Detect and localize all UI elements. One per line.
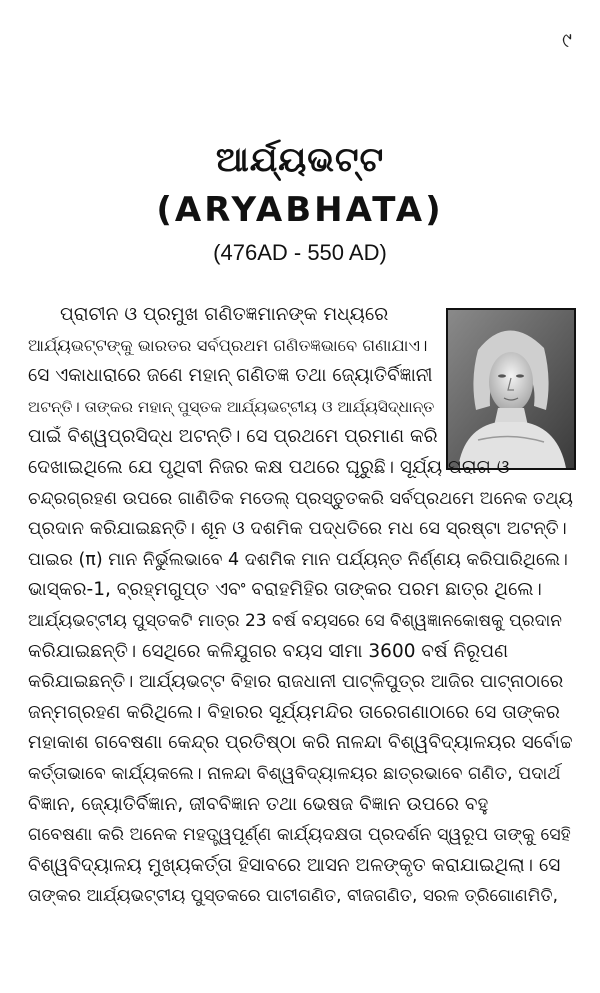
text-line: କରିଯାଇଛନ୍ତି। ସେଥିରେ କଳିଯୁଗର ବୟସ ସୀମା 3600 ବର୍ଷ ନିରୂପଣ	[28, 640, 509, 662]
text-line: ଜନ୍ମଗ୍ରହଣ କରିଥିଲେ। ବିହାରର ସୂର୍ଯ୍ୟମନ୍ଦିର ତାରେଗଣାଠାରେ ସେ ତାଙ୍କର	[28, 701, 560, 723]
text-line: ପ୍ରଦାନ କରିଯାଇଛନ୍ତି। ଶୂନ ଓ ଦଶମିକ ପଦ୍ଧତିରେ ମଧ ସେ ସ୍ରଷ୍ଟା ଅଟନ୍ତି।	[28, 518, 567, 540]
aryabhata-statue-image	[446, 308, 576, 470]
text-line: ତାଙ୍କର ଆର୍ଯ୍ୟଭଟ୍ଟୀୟ ପୁସ୍ତକରେ ପାଟୀଗଣିତ, ବୀଜଗଣିତ, ସରଳ ତ୍ରିଗୋଣମିତି,	[28, 886, 559, 907]
text-line: ଆର୍ଯ୍ୟଭଟ୍ଟଙ୍କୁ ଭାରତର ସର୍ବପ୍ରଥମ ଗଣିତଜ୍ଞଭାବେ ଗଣାଯାଏ।	[28, 335, 428, 355]
text-line: ପାଇଁ ବିଶ୍ୱପ୍ରସିଦ୍ଧ ଅଟନ୍ତି। ସେ ପ୍ରଥମେ ପ୍ରମାଣ କରି	[28, 426, 438, 448]
text-line: ପାଇର (π) ମାନ ନିର୍ଭୁଲଭାବେ 4 ଦଶମିକ ମାନ ପର୍ଯ୍ୟନ୍ତ ନିର୍ଣ୍ଣୟ କରିପାରିଥିଲେ।	[28, 549, 568, 570]
text-line: ମହାକାଶ ଗବେଷଣା କେନ୍ଦ୍ର ପ୍ରତିଷ୍ଠା କରି ନାଳନ୍ଦା ବିଶ୍ୱବିଦ୍ୟାଳୟର ସର୍ବୋଚ୍ଚ	[28, 732, 573, 754]
text-line: କର୍ତ୍ତାଭାବେ କାର୍ଯ୍ୟକଲେ। ନାଳନ୍ଦା ବିଶ୍ୱବିଦ୍ୟାଳୟର ଛାତ୍ରଭାବେ ଗଣିତ, ପଦାର୍ଥ	[28, 764, 561, 784]
text-line: ଅଟନ୍ତି। ତାଙ୍କର ମହାନ୍ ପୁସ୍ତକ ଆର୍ଯ୍ୟଭଟ୍ଟୀୟ ଓ ଆର୍ଯ୍ୟସିଦ୍ଧାନ୍ତ	[28, 397, 435, 416]
page-subtitle: (ARYABHATA)	[156, 190, 444, 230]
text-line: ବିଜ୍ଞାନ, ଜ୍ୟୋତିର୍ବିଜ୍ଞାନ, ଜୀବବିଜ୍ଞାନ ତଥା ଭେଷଜ ବିଜ୍ଞାନ ଉପରେ ବହୁ	[28, 793, 489, 815]
lifespan-years: (476AD - 550 AD)	[213, 240, 387, 265]
text-line: କରିଯାଇଛନ୍ତି। ଆର୍ଯ୍ୟଭଟ୍ଟ ବିହାର ରାଜଧାନୀ ପାଟ୍ଳିପୁତ୍ର ଆଜିର ପାଟ୍ନାଠାରେ	[28, 671, 564, 693]
page-title: ଆର୍ଯ୍ୟଭଟ୍ଟ	[215, 140, 385, 180]
text-line: ଭାସ୍କର-1, ବ୍ରହ୍ମଗୁପ୍ତ ଏବଂ ବରାହମିହିର ତାଙ୍କର ପରମ ଛାତ୍ର ଥିଲେ।	[28, 579, 542, 601]
page-number: ୯	[562, 28, 572, 52]
text-line: ଚନ୍ଦ୍ରଗ୍ରହଣ ଉପରେ ଗାଣିତିକ ମଡେଲ୍ ପ୍ରସ୍ତୁତକରି ସର୍ବପ୍ରଥମେ ଅନେକ ତଥ୍ୟ	[28, 488, 573, 509]
text-line: ସେ ଏକାଧାରାରେ ଜଣେ ମହାନ୍ ଗଣିତଜ୍ଞ ତଥା ଜ୍ୟୋତିର୍ବିଜ୍ଞାନୀ	[28, 365, 433, 387]
portrait-illustration	[448, 310, 574, 468]
text-line: ଆର୍ଯ୍ୟଭଟ୍ଟୀୟ ପୁସ୍ତକଟି ମାତ୍ର 23 ବର୍ଷ ବୟସରେ ସେ ବିଶ୍ୱଜ୍ଞାନକୋଷକୁ ପ୍ରଦାନ	[28, 611, 562, 631]
text-line: ଗବେଷଣା କରି ଅନେକ ମହତ୍ତ୍ୱପୂର୍ଣ୍ଣ କାର୍ଯ୍ୟଦକ୍ଷତା ପ୍ରଦର୍ଶନ ସ୍ୱରୂପ ତାଙ୍କୁ ସେହି	[28, 825, 571, 846]
text-line: ପ୍ରାଚୀନ ଓ ପ୍ରମୁଖ ଗଣିତଜ୍ଞମାନଙ୍କ ମଧ୍ୟରେ	[60, 304, 389, 325]
text-line: ବିଶ୍ୱବିଦ୍ୟାଳୟ ମୁଖ୍ୟକର୍ତ୍ତା ହିସାବରେ ଆସନ ଅଳଙ୍କୃତ କରାଯାଇଥିଲା। ସେ	[28, 854, 561, 876]
text-line: ଦେଖାଇଥିଲେ ଯେ ପୃଥିବୀ ନିଜର କକ୍ଷ ପଥରେ ଘୂରୁଛି। ସୂର୍ଯ୍ୟ ପରାଗ ଓ	[28, 457, 510, 478]
